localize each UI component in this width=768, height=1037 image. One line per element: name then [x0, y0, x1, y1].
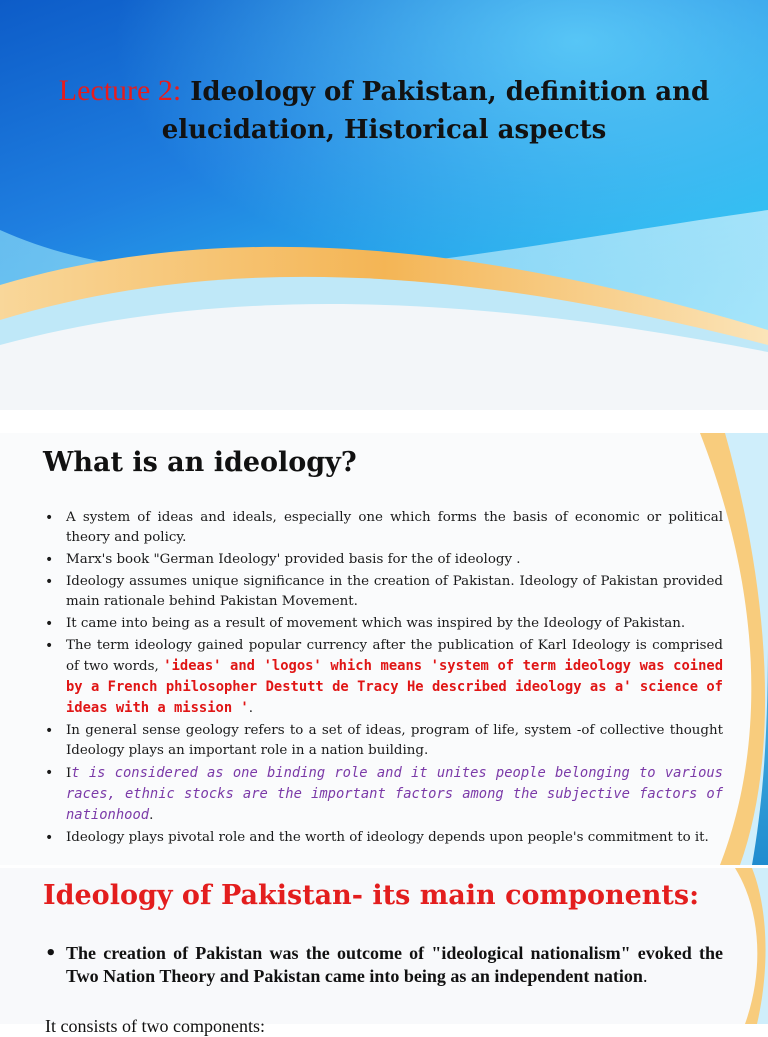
bullet-text: Ideology assumes unique significance in the creation of Pakistan. Ideology of Pakistan provided main rationale behind Pakistan Movement.: [66, 574, 723, 609]
slide2-title: What is an ideology?: [43, 447, 357, 478]
bullet-text: A system of ideas and ideals, especially one which forms the basis of economic or political theory and policy.: [66, 510, 723, 545]
list-item: [45, 508, 723, 548]
list-item: [45, 636, 723, 719]
list-item: [45, 942, 723, 988]
slide-main-components: [0, 868, 768, 1036]
list-item: [45, 614, 723, 634]
bullet-text: I: [66, 766, 72, 781]
bullet-text: The term ideology gained popular currency after the publication of Karl Ideology is comprised of two words,: [66, 638, 723, 674]
lecture-label: Lecture 2:: [58, 74, 182, 107]
slide3-title: Ideology of Pakistan- its main components:: [43, 880, 700, 911]
slide-what-is-ideology: [0, 433, 768, 865]
bullet-text-end: .: [642, 966, 648, 986]
list-item: [45, 763, 723, 826]
list-item: [45, 721, 723, 761]
bullet-text-end: .: [248, 701, 254, 716]
bullet-text: The creation of Pakistan was the outcome of "ideological nationalism" evoked the Two Nation Theory and Pakistan came into being as an independent nation: [66, 943, 723, 986]
bullet-text: It came into being as a result of movement which was inspired by the Ideology of Pakistan.: [66, 616, 686, 631]
list-item: [45, 572, 723, 612]
bullet-highlight-purple: t is considered as one binding role and it unites people belonging to various races, ethnic stocks are the important factors among the subjective factors of nationhood: [66, 765, 723, 823]
bullet-highlight-red: 'ideas' and 'logos' which means 'system of term ideology was coined by a French philosopher Destutt de Tracy He described ideology as a' science of ideas with a mission ': [66, 658, 723, 716]
bullet-text: In general sense geology refers to a set of ideas, program of life, system -of collective thought Ideology plays an important role in a nation building.: [66, 723, 723, 758]
bullet-text: Marx's book "German Ideology' provided basis for the of ideology .: [66, 552, 521, 567]
list-item: [45, 828, 723, 848]
slide-title: [0, 0, 768, 410]
components-intro-line: It consists of two components:: [45, 1016, 265, 1036]
list-item: [45, 550, 723, 570]
bullet-text: Ideology plays pivotal role and the worth of ideology depends upon people's commitment to it.: [66, 830, 709, 845]
components-bullet-list: [45, 942, 723, 988]
slide1-wave-background: [0, 0, 768, 410]
lecture-title: Ideology of Pakistan, definition and elucidation, Historical aspects: [161, 77, 710, 145]
bullet-text-end: .: [149, 808, 154, 823]
ideology-bullet-list: [45, 508, 723, 850]
slide1-title: [30, 72, 738, 149]
